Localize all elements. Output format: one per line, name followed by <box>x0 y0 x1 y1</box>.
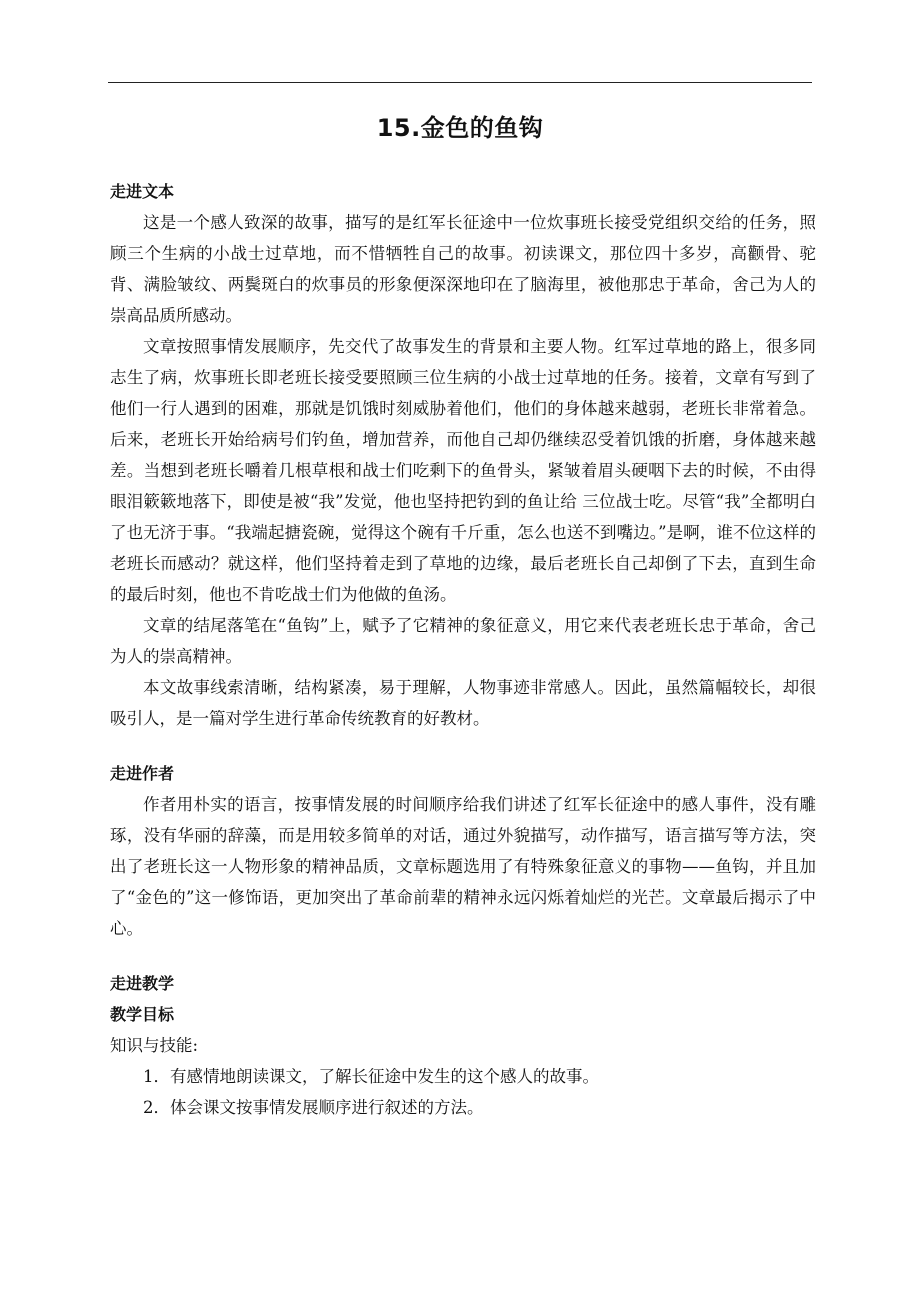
paragraph: 这是一个感人致深的故事，描写的是红军长征途中一位炊事班长接受党组织交给的任务，照顾三个生病的小战士过草地，而不惜牺牲自己的故事。初读课文，那位四十多岁，高颧骨、驼背、满脸皱纹、两鬓斑白的炊事员的形象便深深地印在了脑海里，被他那忠于革命，舍己为人的崇高品质所感动。 <box>110 213 816 325</box>
objective-item: 2．体会课文按事情发展顺序进行叙述的方法。 <box>143 1098 484 1117</box>
section-text <box>110 176 816 734</box>
page-title: 15.金色的鱼钩 <box>376 114 544 142</box>
section-teaching <box>110 968 816 1123</box>
section-heading-text: 走进文本 <box>110 182 175 201</box>
paragraph: 本文故事线索清晰，结构紧凑，易于理解，人物事迹非常感人。因此，虽然篇幅较长，却很吸引人，是一篇对学生进行革命传统教育的好教材。 <box>110 678 816 728</box>
section-author <box>110 758 816 944</box>
section-heading-teaching: 走进教学 <box>110 974 175 993</box>
paragraph: 作者用朴实的语言，按事情发展的时间顺序给我们讲述了红军长征途中的感人事件，没有雕琢，没有华丽的辞藻，而是用较多简单的对话，通过外貌描写，动作描写，语言描写等方法，突出了老班长这一人物形象的精神品质，文章标题选用了有特殊象征意义的事物——鱼钩，并且加了“金色的”这一修饰语，更加突出了革命前辈的精神永远闪烁着灿烂的光芒。文章最后揭示了中心。 <box>110 795 816 938</box>
objective-item: 1．有感情地朗读课文，了解长征途中发生的这个感人的故事。 <box>143 1067 599 1086</box>
header-rule <box>108 82 812 83</box>
paragraph: 文章的结尾落笔在“鱼钩”上，赋予了它精神的象征意义，用它来代表老班长忠于革命，舍己为人的崇高精神。 <box>110 616 816 666</box>
section-spacer <box>110 734 816 758</box>
document-body <box>110 176 816 1123</box>
section-spacer <box>110 944 816 968</box>
subheading-objectives: 教学目标 <box>110 1005 175 1024</box>
paragraph: 文章按照事情发展顺序，先交代了故事发生的背景和主要人物。红军过草地的路上，很多同志生了病，炊事班长即老班长接受要照顾三位生病的小战士过草地的任务。接着，文章有写到了他们一行人遇到的困难，那就是饥饿时刻威胁着他们，他们的身体越来越弱，老班长非常着急。后来，老班长开始给病号们钓鱼，增加营养，而他自己却仍继续忍受着饥饿的折磨，身体越来越差。当想到老班长嚼着几根草根和战士们吃剩下的鱼骨头，紧皱着眉头硬咽下去的时候，不由得眼泪簌簌地落下，即使是被“我”发觉，他也坚持把钓到的鱼让给 三位战士吃。尽管“我”全都明白了也无济于事。“我端起搪瓷碗，觉得这个碗有千斤重，怎么也送不到嘴边。”是啊，谁不位这样的老班长而感动？就这样，他们坚持着走到了草地的边缘，最后老班长自己却倒了下去，直到生命的最后时刻，他也不肯吃战士们为他做的鱼汤。 <box>110 337 816 604</box>
objectives-label: 知识与技能: <box>110 1036 199 1055</box>
section-heading-author: 走进作者 <box>110 764 175 783</box>
